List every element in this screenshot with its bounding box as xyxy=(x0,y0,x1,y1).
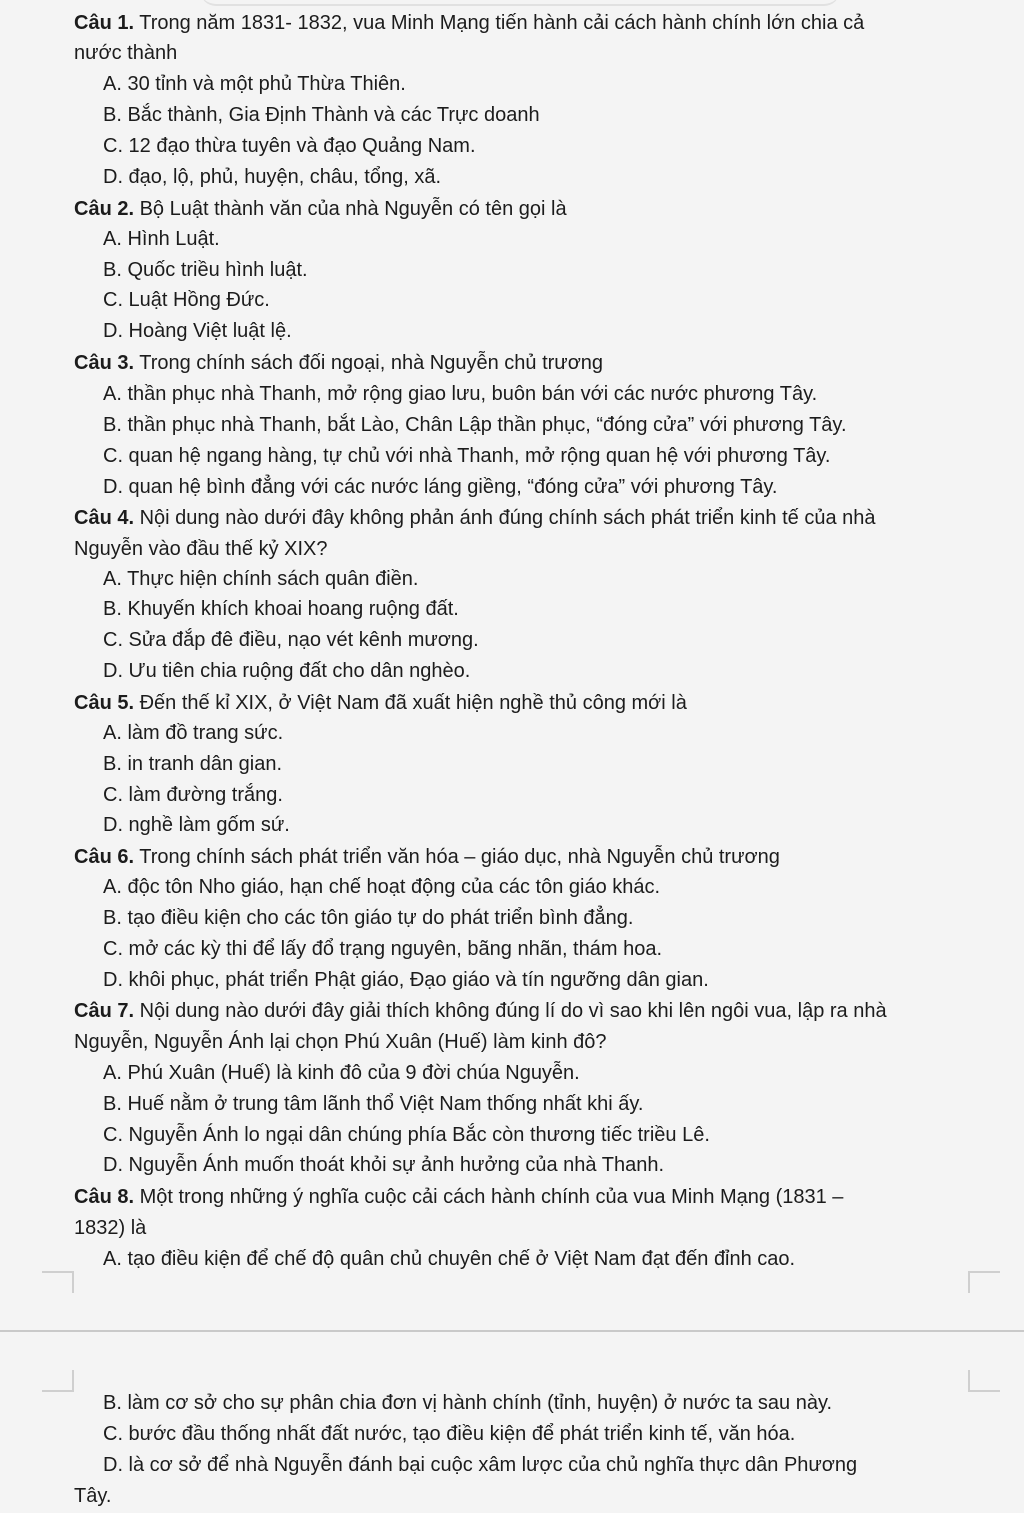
question-4-option-b: B. Khuyến khích khoai hoang ruộng đất. xyxy=(103,598,459,620)
question-4-stem: Câu 4. Nội dung nào dưới đây không phản ánh đúng chính sách phát triển kinh tế của nhà xyxy=(74,507,876,529)
question-4-option-d: D. Ưu tiên chia ruộng đất cho dân nghèo. xyxy=(103,660,471,682)
question-7-stem: Câu 7. Nội dung nào dưới đây giải thích không đúng lí do vì sao khi lên ngôi vua, lập ra nhà xyxy=(74,1000,887,1022)
question-2-option-b: B. Quốc triều hình luật. xyxy=(103,259,308,281)
question-7-option-b: B. Huế nằm ở trung tâm lãnh thổ Việt Nam thống nhất khi ấy. xyxy=(103,1093,644,1115)
cropped-header-line xyxy=(200,0,840,6)
question-6-option-a: A. độc tôn Nho giáo, hạn chế hoạt động của các tôn giáo khác. xyxy=(103,876,661,898)
question-number: Câu 6. xyxy=(74,846,135,868)
question-number: Câu 1. xyxy=(74,12,135,34)
question-6-option-d: D. khôi phục, phát triển Phật giáo, Đạo giáo và tín ngưỡng dân gian. xyxy=(103,969,709,991)
question-3-option-a: A. thần phục nhà Thanh, mở rộng giao lưu, buôn bán với các nước phương Tây. xyxy=(103,383,818,405)
question-7-stem-continuation: Nguyễn, Nguyễn Ánh lại chọn Phú Xuân (Huế) làm kinh đô? xyxy=(74,1031,607,1053)
page-corner-mark xyxy=(42,1370,74,1392)
question-8-option-d-continuation: Tây. xyxy=(74,1485,112,1507)
question-3-option-d: D. quan hệ bình đẳng với các nước láng giềng, “đóng cửa” với phương Tây. xyxy=(103,476,778,498)
question-8-option-d: D. là cơ sở để nhà Nguyễn đánh bại cuộc xâm lược của chủ nghĩa thực dân Phương xyxy=(103,1454,858,1476)
question-2-option-d: D. Hoàng Việt luật lệ. xyxy=(103,320,292,342)
question-7-option-c: C. Nguyễn Ánh lo ngại dân chúng phía Bắc còn thương tiếc triều Lê. xyxy=(103,1124,710,1146)
question-8-option-a: A. tạo điều kiện để chế độ quân chủ chuyên chế ở Việt Nam đạt đến đỉnh cao. xyxy=(103,1248,796,1270)
question-4-option-a: A. Thực hiện chính sách quân điền. xyxy=(103,568,419,590)
question-2-option-c: C. Luật Hồng Đức. xyxy=(103,289,270,311)
question-number: Câu 4. xyxy=(74,507,135,529)
page-corner-mark xyxy=(968,1271,1000,1293)
question-6-option-c: C. mở các kỳ thi để lấy đổ trạng nguyên, bãng nhãn, thám hoa. xyxy=(103,938,663,960)
question-8-option-b: B. làm cơ sở cho sự phân chia đơn vị hành chính (tỉnh, huyện) ở nước ta sau này. xyxy=(103,1392,833,1414)
question-3-option-b: B. thần phục nhà Thanh, bắt Lào, Chân Lập thần phục, “đóng cửa” với phương Tây. xyxy=(103,414,847,436)
question-1-option-a: A. 30 tỉnh và một phủ Thừa Thiên. xyxy=(103,73,406,95)
question-4-stem-continuation: Nguyễn vào đầu thế kỷ XIX? xyxy=(74,538,328,560)
question-3-stem: Câu 3. Trong chính sách đối ngoại, nhà Nguyễn chủ trương xyxy=(74,352,604,374)
question-6-option-b: B. tạo điều kiện cho các tôn giáo tự do phát triển bình đẳng. xyxy=(103,907,634,929)
question-7-option-a: A. Phú Xuân (Huế) là kinh đô của 9 đời chúa Nguyễn. xyxy=(103,1062,580,1084)
question-8-stem: Câu 8. Một trong những ý nghĩa cuộc cải cách hành chính của vua Minh Mạng (1831 – xyxy=(74,1186,844,1208)
question-7-option-d: D. Nguyễn Ánh muốn thoát khỏi sự ảnh hưởng của nhà Thanh. xyxy=(103,1154,664,1176)
question-8-stem-continuation: 1832) là xyxy=(74,1217,147,1239)
question-number: Câu 3. xyxy=(74,352,135,374)
page-break-divider xyxy=(0,1330,1024,1332)
question-2-stem: Câu 2. Bộ Luật thành văn của nhà Nguyễn có tên gọi là xyxy=(74,198,567,220)
question-6-stem: Câu 6. Trong chính sách phát triển văn hóa – giáo dục, nhà Nguyễn chủ trương xyxy=(74,846,780,868)
question-number: Câu 2. xyxy=(74,198,135,220)
question-1-option-d: D. đạo, lộ, phủ, huyện, châu, tổng, xã. xyxy=(103,166,442,188)
question-5-option-d: D. nghề làm gốm sứ. xyxy=(103,814,290,836)
question-5-option-b: B. in tranh dân gian. xyxy=(103,753,283,775)
question-number: Câu 8. xyxy=(74,1186,135,1208)
question-3-option-c: C. quan hệ ngang hàng, tự chủ với nhà Thanh, mở rộng quan hệ với phương Tây. xyxy=(103,445,831,467)
question-4-option-c: C. Sửa đắp đê điều, nạo vét kênh mương. xyxy=(103,629,479,651)
question-8-option-c: C. bước đầu thống nhất đất nước, tạo điều kiện để phát triển kinh tế, văn hóa. xyxy=(103,1423,796,1445)
question-5-option-a: A. làm đồ trang sức. xyxy=(103,722,284,744)
question-1-option-b: B. Bắc thành, Gia Định Thành và các Trực doanh xyxy=(103,104,540,126)
question-5-stem: Câu 5. Đến thế kỉ XIX, ở Việt Nam đã xuất hiện nghề thủ công mới là xyxy=(74,692,687,714)
question-1-option-c: C. 12 đạo thừa tuyên và đạo Quảng Nam. xyxy=(103,135,476,157)
page-corner-mark xyxy=(42,1271,74,1293)
question-number: Câu 7. xyxy=(74,1000,135,1022)
question-1-stem-continuation: nước thành xyxy=(74,42,178,64)
question-1-stem: Câu 1. Trong năm 1831- 1832, vua Minh Mạng tiến hành cải cách hành chính lớn chia cả xyxy=(74,12,865,34)
question-5-option-c: C. làm đường trắng. xyxy=(103,784,283,806)
question-number: Câu 5. xyxy=(74,692,135,714)
page-corner-mark xyxy=(968,1370,1000,1392)
question-2-option-a: A. Hình Luật. xyxy=(103,228,220,250)
